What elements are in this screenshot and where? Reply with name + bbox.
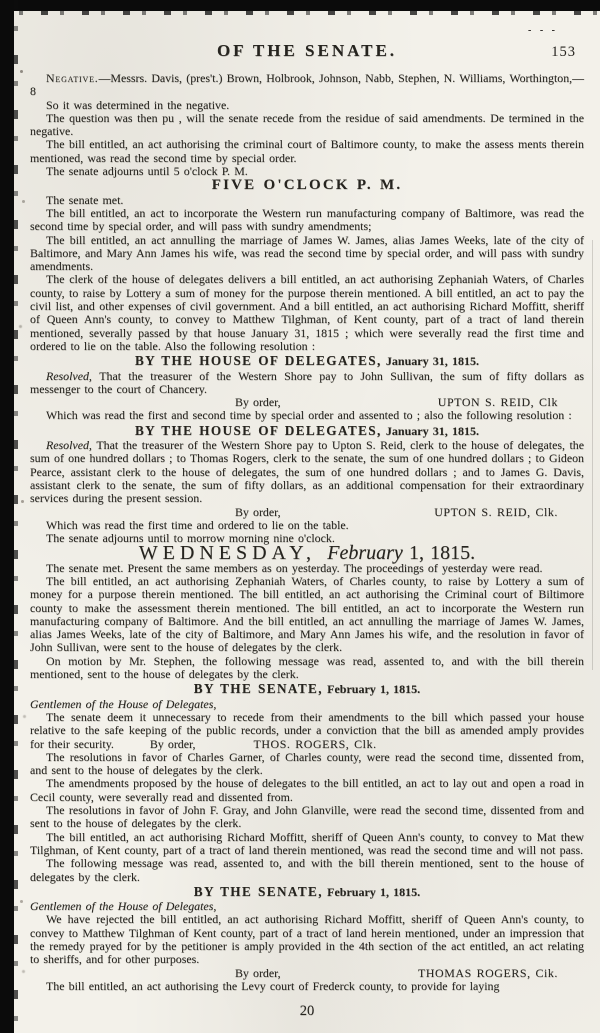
- scan-scratch-line: [592, 240, 593, 670]
- paragraph: The bill entitled, an act authorising Richard Moffitt, sheriff of Queen Ann's county, to convey to Mat thew Tilghman, of Kent county, part of a tract of land therein mentioned, was read the second time and will not pass.: [30, 829, 584, 857]
- section-heading-text: BY THE HOUSE OF DELEGATES,: [134, 422, 382, 438]
- section-heading: [30, 179, 584, 192]
- by-order-label: By order,: [234, 965, 281, 980]
- section-heading-date: January 31, 1815.: [381, 354, 480, 369]
- by-order-label: By order,: [234, 504, 281, 519]
- byline: [30, 967, 584, 980]
- paragraph: [30, 370, 584, 397]
- page-number: 153: [551, 44, 576, 60]
- paragraph: The senate adjourns until to morrow morning nine o'clock.: [46, 531, 335, 546]
- byline: [30, 396, 584, 409]
- paragraph: We have rejected the bill entitled, an act authorising Richard Moffitt, sheriff of Queen Ann's county, to convey to Matthew Tilghman of Kent county, part of a tract of land herein mentioned, under an impression that the remedy prayed for by the petitioner is amply provided in the 4th section of the act entitled, an act relating to sheriffs, and for other purposes.: [30, 912, 584, 967]
- paragraph: The question was then pu , will the senate recede from the residue of said amendments. De termined in the negative.: [30, 110, 584, 139]
- paragraph: The senate met. Present the same members as on yesterday. The proceedings of yesterday were read.: [46, 560, 543, 575]
- section-heading-date: January 31, 1815.: [381, 423, 480, 438]
- signature-mark: 20: [299, 1003, 315, 1019]
- paragraph: The senate met.: [46, 192, 124, 207]
- section-heading: [30, 885, 584, 899]
- section-heading-text: BY THE SENATE,: [193, 681, 323, 697]
- section-heading-text: BY THE SENATE,: [193, 883, 323, 899]
- paragraph: [30, 711, 584, 751]
- day-heading: [30, 542, 584, 565]
- paragraph-text: The senate deem it unnecessary to recede from their amendments to the bill which passed your house relative to the safe keeping of the public records, under a conviction that the bill as amended amply provides for their security.: [30, 709, 584, 751]
- section-heading: [30, 424, 584, 438]
- day-heading-caps: WEDNESDAY,: [138, 542, 328, 565]
- paragraph: The bill entitled, an act to incorporate the Western run manufacturing company of Baltimore, was read the second time by special order, and will pass with sundry amendments;: [30, 205, 584, 234]
- paragraph: Which was read the first time and ordered to lie on the table.: [46, 517, 349, 532]
- paragraph-lead: Resolved,: [46, 438, 97, 453]
- section-heading: [30, 354, 584, 368]
- section-heading-text: FIVE O'CLOCK P. M.: [211, 177, 403, 194]
- paragraph: The bill entitled, an act authorising Zephaniah Waters, of Charles county, to raise by Lottery a sum of money for a purpose therein mentioned. The bill entitled, an act authorising the Criminal court of Biltimore county to make the assessment therein mentioned. The bill entitled, an act to incorporate the Western run manufacturing company of Baltimore. And the bill entitled, an act annulling the marriage of James W. James, alias James Weeks, late of the city of Baltimore, and Mary Ann James his wife, and the resolution in favor of John Sullivan, were sent to the house of delegates by the clerk.: [30, 573, 584, 655]
- section-heading-text: BY THE HOUSE OF DELEGATES,: [134, 353, 382, 369]
- by-order-label: By order,: [149, 736, 196, 751]
- section-heading: [30, 682, 584, 696]
- paragraph: The senate adjourns until 5 o'clock P. M.: [46, 164, 248, 179]
- paragraph: The bill entitled, an act authorising the criminal court of Baltimore county, to make the assess ments therein mentioned, was read the second time by special order.: [30, 137, 584, 165]
- clerk-signature: UPTON S. REID, Clk.: [434, 504, 558, 519]
- scan-edge-top: [0, 0, 600, 11]
- paragraph-text: That the treasurer of the Western Shore pay to Upton S. Reid, clerk to the house of delegates, the sum of one hundred dollars ; to Thomas Rogers, clerk to the senate, the sum of one hundred dollars ; to Gideon Pearce, assistant clerk to the house of delegates, the sum of one hundred dollars ; and to James G. Davis, assistant clerk to the senate, the sum of fifty dollars, as an additional compensation for their extraordinary services during the present session.: [30, 438, 584, 506]
- clerk-signature: UPTON S. REID, Clk: [437, 395, 558, 410]
- salutation: Gentlemen of the House of Delegates,: [30, 899, 217, 914]
- paragraph: [30, 439, 584, 505]
- scan-edge-left: [0, 0, 14, 1033]
- paragraph: The following message was read, assented to, and with the bill therein mentioned, sent to the house of delegates by the clerk.: [30, 856, 584, 884]
- running-title: OF THE SENATE.: [216, 41, 398, 60]
- paragraph: The bill entitled, an act annulling the marriage of James W. James, alias James Weeks, late of the city of Baltimore, and Mary Ann James his wife, was read the second time by special order, and will pass with sundry amendments.: [30, 232, 584, 274]
- scan-speckles: [20, 70, 23, 73]
- page-body: [30, 72, 584, 993]
- paragraph: The bill entitled, an act authorising the Levy court of Frederck county, to provide for laying: [46, 978, 500, 993]
- section-heading-date: February 1, 1815.: [322, 682, 421, 697]
- paragraph: [30, 72, 584, 99]
- clerk-signature: THOMAS ROGERS, Cik.: [418, 965, 558, 980]
- ink-mark: - - -: [528, 25, 558, 36]
- paragraph-lead: Negative.: [46, 71, 99, 85]
- paragraph: So it was determined in the negative.: [46, 97, 230, 112]
- paragraph-lead: Resolved,: [46, 368, 100, 383]
- clerk-signature: THOS. ROGERS, Clk.: [253, 736, 377, 751]
- paragraph: The resolutions in favor of John F. Gray, and John Glanville, were read the second time, dissented from and sent to the house of delegates by the clerk.: [30, 803, 584, 831]
- page-paper: [14, 11, 600, 1033]
- section-heading-date: February 1, 1815.: [322, 884, 421, 899]
- day-heading-month: February: [327, 542, 403, 565]
- paragraph: On motion by Mr. Stephen, the following message was read, assented to, and with the bill therein mentioned, sent to the house of delegates by the clerk.: [30, 653, 584, 682]
- day-heading-rest: 1, 1815.: [402, 542, 476, 565]
- by-order-label: By order,: [234, 395, 281, 410]
- paragraph: The resolutions in favor of Charles Garner, of Charles county, were read the second time, dissented from, and sent to the house of delegates by the clerk.: [30, 749, 584, 778]
- paragraph-text: That the treasurer of the Western Shore pay to John Sullivan, the sum of fifty dollars as messenger to the court of Chancery.: [30, 368, 584, 396]
- salutation: Gentlemen of the House of Delegates,: [30, 696, 217, 711]
- byline: [30, 506, 584, 519]
- paragraph: Which was read the first and second time by special order and assented to ; also the following resolution :: [46, 408, 572, 423]
- paragraph: The amendments proposed by the house of delegates to the bill entitled, an act to lay out and open a road in Cecil county, were severally read and dissented from.: [30, 776, 584, 804]
- paragraph-text: —Messrs. Davis, (pres't.) Brown, Holbrook, Johnson, Nabb, Stephen, N. Williams, Worthington,—8: [30, 71, 584, 99]
- paragraph: The clerk of the house of delegates delivers a bill entitled, an act authorising Zephaniah Waters, of Charles county, to raise by Lottery a sum of money for the purpose therein mentioned. A bill entitled, an act to pay the civil list, and other expenses of civil government. And a bill entitled, an act authorising Richard Moffitt, sheriff of Queen Ann's county, to convey to Matthew Tilghman, of Kent county, part of a tract of land therein mentioned, severally passed by that house January 31, 1815 ; which were severally read the first time and ordered to lie on the table. Also the following resolution :: [30, 272, 584, 353]
- page-footer: [14, 1003, 600, 1020]
